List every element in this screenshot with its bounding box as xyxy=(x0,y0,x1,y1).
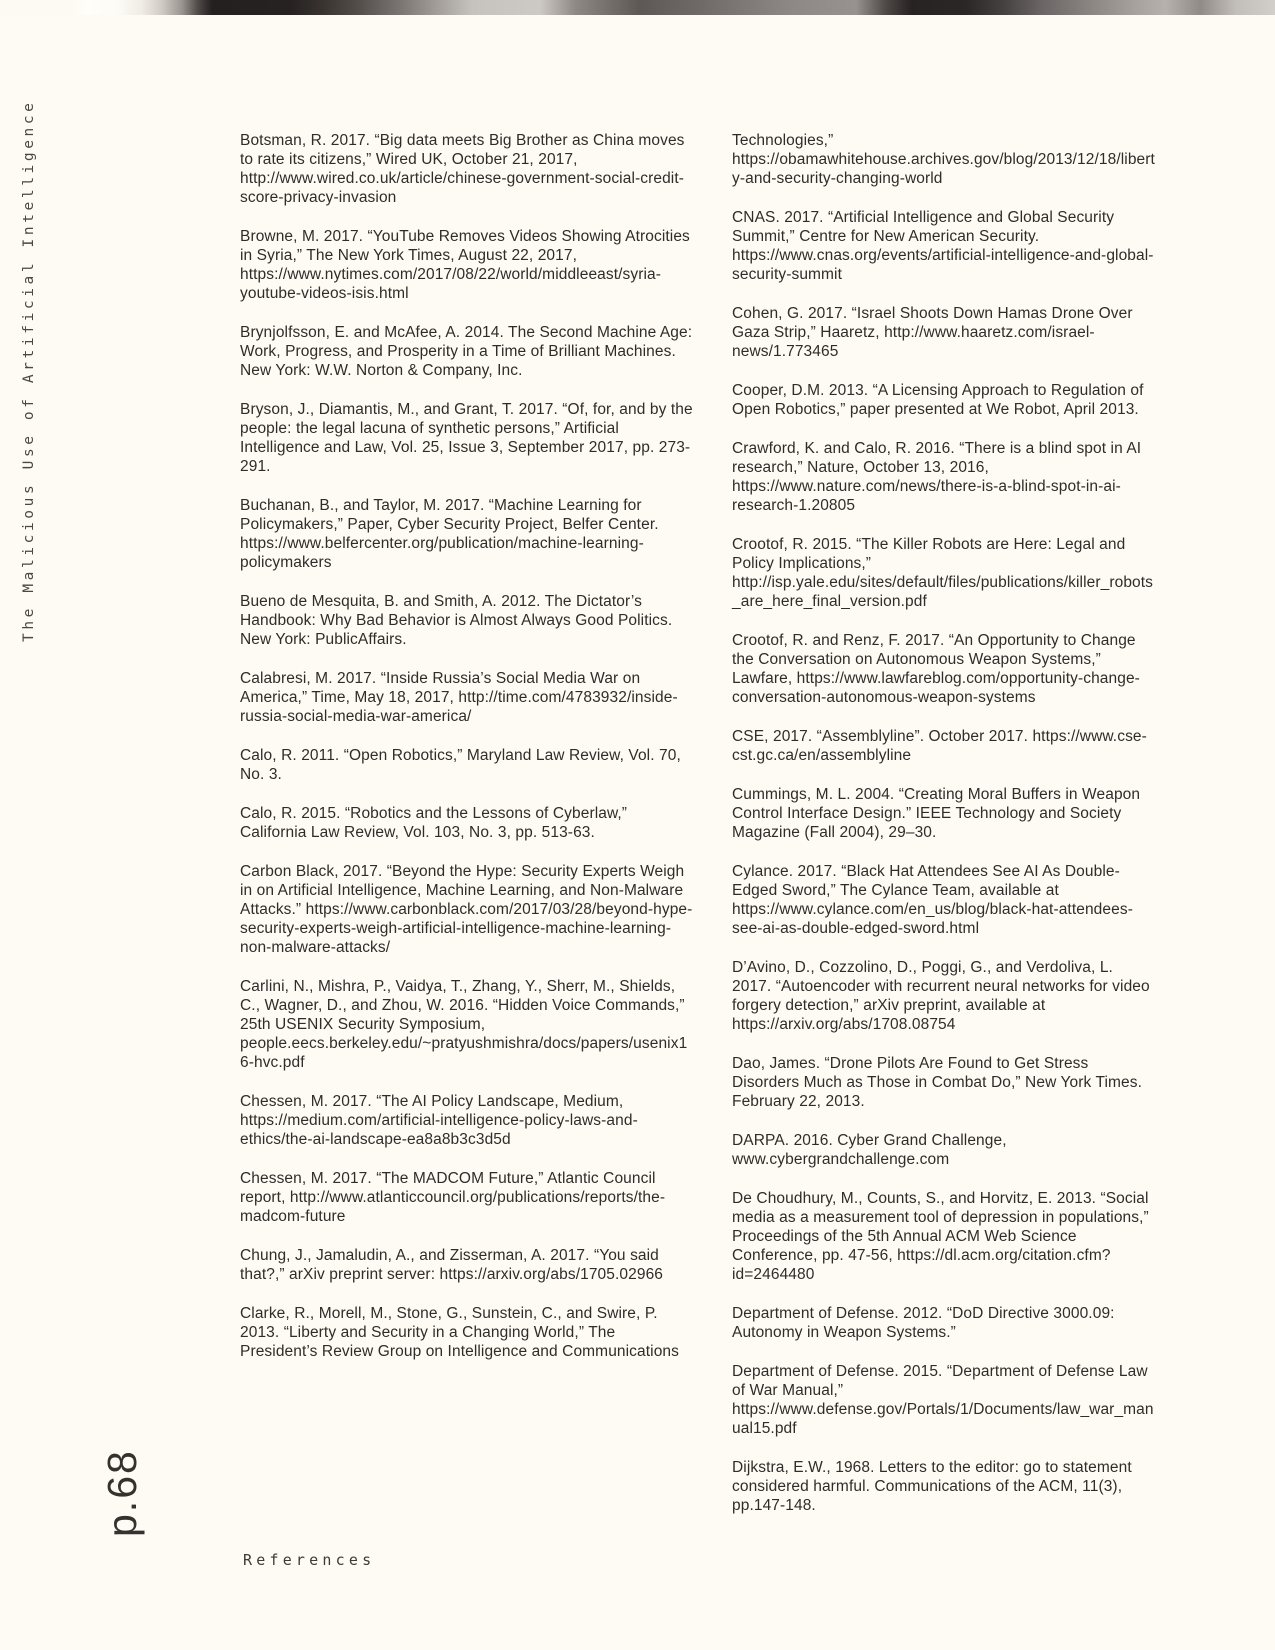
reference-entry: Buchanan, B., and Taylor, M. 2017. “Machine Learning for Policymakers,” Paper, Cyber Security Project, Belfer Center. https://www.belfercenter.org/publication/machine-learning-policymakers xyxy=(240,497,659,571)
reference-entry: Bueno de Mesquita, B. and Smith, A. 2012. The Dictator’s Handbook: Why Bad Behavior is Almost Always Good Politics. New York: PublicAffairs. xyxy=(240,593,673,648)
reference-entry: Dijkstra, E.W., 1968. Letters to the editor: go to statement considered harmful. Communications of the ACM, 11(3), pp.147-148. xyxy=(732,1459,1132,1514)
references-column-left xyxy=(240,131,696,1381)
reference-entry: De Choudhury, M., Counts, S., and Horvitz, E. 2013. “Social media as a measurement tool of depression in populations,” Proceedings of the 5th Annual ACM Web Science Conference, pp. 47-56, https://dl.acm.org/citation.cfm?id=2464480 xyxy=(732,1190,1149,1283)
reference-entry: Crootof, R. and Renz, F. 2017. “An Opportunity to Change the Conversation on Autonomous Weapon Systems,” Lawfare, https://www.lawfareblog.com/opportunity-change-conversation-autonomous-weapon-systems xyxy=(732,632,1140,706)
reference-entry: Crawford, K. and Calo, R. 2016. “There is a blind spot in AI research,” Nature, October 13, 2016, https://www.nature.com/news/there-is-a-blind-spot-in-ai-research-1.20805 xyxy=(732,440,1142,514)
reference-entry: Botsman, R. 2017. “Big data meets Big Brother as China moves to rate its citizens,” Wired UK, October 21, 2017, http://www.wired.co.uk/article/chinese-government-social-credit-score-privacy-invasion xyxy=(240,132,685,206)
reference-entry: Cooper, D.M. 2013. “A Licensing Approach to Regulation of Open Robotics,” paper presented at We Robot, April 2013. xyxy=(732,382,1144,418)
reference-entry: Technologies,” https://obamawhitehouse.archives.gov/blog/2013/12/18/liberty-and-security-changing-world xyxy=(732,132,1155,187)
reference-entry: Chessen, M. 2017. “The MADCOM Future,” Atlantic Council report, http://www.atlanticcouncil.org/publications/reports/the-madcom-future xyxy=(240,1170,666,1225)
reference-entry: Brynjolfsson, E. and McAfee, A. 2014. The Second Machine Age: Work, Progress, and Prosperity in a Time of Brilliant Machines. New York: W.W. Norton & Company, Inc. xyxy=(240,324,693,379)
reference-entry: Chung, J., Jamaludin, A., and Zisserman, A. 2017. “You said that?,” arXiv preprint server: https://arxiv.org/abs/1705.02966 xyxy=(240,1247,664,1283)
page-number: p.68 xyxy=(99,1449,145,1537)
reference-entry: Calabresi, M. 2017. “Inside Russia’s Social Media War on America,” Time, May 18, 2017, http://time.com/4783932/inside-russia-social-media-war-america/ xyxy=(240,670,678,725)
reference-entry: Calo, R. 2011. “Open Robotics,” Maryland Law Review, Vol. 70, No. 3. xyxy=(240,747,681,783)
references-column-right xyxy=(732,131,1156,1535)
decorative-image-strip xyxy=(0,0,1275,15)
reference-entry: Cohen, G. 2017. “Israel Shoots Down Hamas Drone Over Gaza Strip,” Haaretz, http://www.haaretz.com/israel-news/1.773465 xyxy=(732,305,1133,360)
reference-entry: Department of Defense. 2015. “Department of Defense Law of War Manual,” https://www.defense.gov/Portals/1/Documents/law_war_manual15.pdf xyxy=(732,1363,1154,1437)
reference-entry: Calo, R. 2015. “Robotics and the Lessons of Cyberlaw,” California Law Review, Vol. 103, No. 3, pp. 513-63. xyxy=(240,805,628,841)
reference-entry: Department of Defense. 2012. “DoD Directive 3000.09: Autonomy in Weapon Systems.” xyxy=(732,1305,1115,1341)
section-label: References xyxy=(243,1551,376,1569)
reference-entry: Carbon Black, 2017. “Beyond the Hype: Security Experts Weigh in on Artificial Intelligence, Machine Learning, and Non-Malware Attacks.” https://www.carbonblack.com/2017/03/28/beyond-hype-security-experts-weigh-artificial-intelligence-machine-learning-non-malware-attacks/ xyxy=(240,863,693,956)
reference-entry: DARPA. 2016. Cyber Grand Challenge, www.cybergrandchallenge.com xyxy=(732,1132,1007,1168)
reference-entry: D’Avino, D., Cozzolino, D., Poggi, G., and Verdoliva, L. 2017. “Autoencoder with recurrent neural networks for video forgery detection,” arXiv preprint, available at https://arxiv.org/abs/1708.08754 xyxy=(732,959,1150,1033)
reference-entry: Chessen, M. 2017. “The AI Policy Landscape, Medium, https://medium.com/artificial-intelligence-policy-laws-and-ethics/the-ai-landscape-ea8a8b3c3d5d xyxy=(240,1093,638,1148)
reference-entry: Carlini, N., Mishra, P., Vaidya, T., Zhang, Y., Sherr, M., Shields, C., Wagner, D., and Zhou, W. 2016. “Hidden Voice Commands,” 25th USENIX Security Symposium, people.eecs.berkeley.edu/~pratyushmishra/docs/papers/usenix16-hvc.pdf xyxy=(240,978,688,1071)
reference-entry: CSE, 2017. “Assemblyline”. October 2017. https://www.cse-cst.gc.ca/en/assemblyline xyxy=(732,728,1147,764)
reference-entry: CNAS. 2017. “Artificial Intelligence and Global Security Summit,” Centre for New American Security. https://www.cnas.org/events/artificial-intelligence-and-global-security-summit xyxy=(732,209,1154,283)
reference-entry: Browne, M. 2017. “YouTube Removes Videos Showing Atrocities in Syria,” The New York Times, August 22, 2017, https://www.nytimes.com/2017/08/22/world/middleeast/syria-youtube-videos-isis.html xyxy=(240,228,690,302)
reference-entry: Dao, James. “Drone Pilots Are Found to Get Stress Disorders Much as Those in Combat Do,” New York Times. February 22, 2013. xyxy=(732,1055,1142,1110)
sidebar-vertical-title: The Malicious Use of Artificial Intelligence xyxy=(21,99,37,642)
reference-entry: Crootof, R. 2015. “The Killer Robots are Here: Legal and Policy Implications,” http://isp.yale.edu/sites/default/files/publications/killer_robots_are_here_final_version.pdf xyxy=(732,536,1154,610)
reference-entry: Cylance. 2017. “Black Hat Attendees See AI As Double-Edged Sword,” The Cylance Team, available at https://www.cylance.com/en_us/blog/black-hat-attendees-see-ai-as-double-edged-sword.html xyxy=(732,863,1133,937)
reference-entry: Bryson, J., Diamantis, M., and Grant, T. 2017. “Of, for, and by the people: the legal lacuna of synthetic persons,” Artificial Intelligence and Law, Vol. 25, Issue 3, September 2017, pp. 273-291. xyxy=(240,401,693,475)
reference-entry: Clarke, R., Morell, M., Stone, G., Sunstein, C., and Swire, P. 2013. “Liberty and Security in a Changing World,” The President’s Review Group on Intelligence and Communications xyxy=(240,1305,679,1360)
reference-entry: Cummings, M. L. 2004. “Creating Moral Buffers in Weapon Control Interface Design.” IEEE Technology and Society Magazine (Fall 2004), 29–30. xyxy=(732,786,1141,841)
